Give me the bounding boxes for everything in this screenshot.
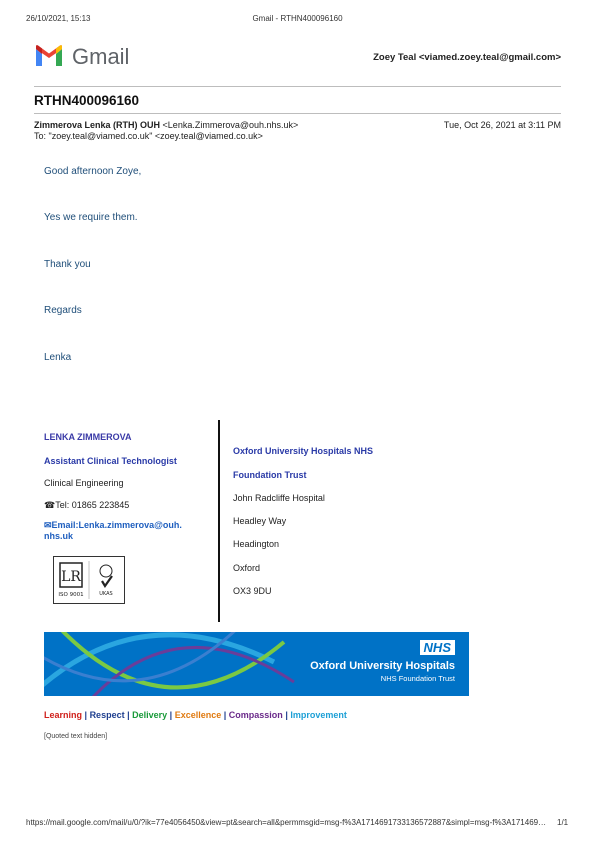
message-to: To: "zoey.teal@viamed.co.uk" <zoey.teal@viamed.co.uk>: [34, 131, 263, 141]
body-line: Regards: [44, 305, 82, 316]
cert-ukas-text: UKAS: [99, 591, 113, 597]
envelope-icon: ✉: [44, 520, 52, 530]
signature-divider: [218, 420, 220, 622]
print-page-number: 1/1: [557, 818, 569, 827]
address-line: Headley Way: [233, 516, 287, 526]
value-excellence: Excellence: [174, 710, 222, 720]
address-line: John Radcliffe Hospital: [233, 493, 325, 503]
header-divider: [34, 86, 561, 87]
svg-text:LR: LR: [61, 569, 81, 585]
thread-subject: RTHN400096160: [34, 93, 140, 108]
signature-name: LENKA ZIMMEROVA: [44, 432, 132, 442]
address-line: Oxford: [233, 563, 261, 573]
email-text-line1[interactable]: Email:Lenka.zimmerova@ouh.: [51, 520, 182, 530]
lr-iso-logo-icon: [54, 557, 124, 603]
signature-department: Clinical Engineering: [44, 478, 124, 488]
print-url: https://mail.google.com/mail/u/0/?ik=77e4056450&view=pt&search=all&permmsgid=msg-f%3A1714691733136572887&simpl=msg-f%3A171469…: [26, 818, 546, 827]
signature-email-cont[interactable]: nhs.uk: [44, 531, 74, 541]
message-from: [34, 120, 298, 130]
banner-title: Oxford University Hospitals: [310, 660, 455, 672]
sender-email[interactable]: <Lenka.Zimmerova@ouh.nhs.uk>: [162, 120, 299, 130]
print-title: Gmail - RTHN400096160: [252, 14, 343, 23]
certification-badge: [53, 556, 125, 604]
nhs-banner: [44, 632, 469, 696]
address-line: OX3 9DU: [233, 586, 272, 596]
signature-role: Assistant Clinical Technologist: [44, 456, 177, 466]
nhs-logo: NHS: [420, 640, 455, 655]
value-improvement: Improvement: [290, 710, 347, 720]
phone-text: Tel: 01865 223845: [55, 500, 130, 510]
gmail-logo-icon: [34, 44, 64, 68]
body-line: Good afternoon Zoye,: [44, 166, 142, 177]
gmail-wordmark: Gmail: [72, 44, 130, 69]
cert-iso-text: ISO 9001: [58, 592, 84, 598]
value-learning: Learning: [44, 710, 83, 720]
signature-email[interactable]: [44, 520, 182, 531]
body-line: Lenka: [44, 352, 72, 363]
print-datetime: 26/10/2021, 15:13: [26, 14, 91, 23]
banner-subtitle: NHS Foundation Trust: [380, 674, 455, 683]
message-date: Tue, Oct 26, 2021 at 3:11 PM: [443, 120, 561, 130]
account-label: Zoey Teal <viamed.zoey.teal@gmail.com>: [373, 52, 561, 63]
value-delivery: Delivery: [132, 710, 168, 720]
sender-name: Zimmerova Lenka (RTH) OUH: [34, 120, 161, 130]
value-compassion: Compassion: [228, 710, 283, 720]
value-respect: Respect: [89, 710, 125, 720]
org-name-line2: Foundation Trust: [233, 470, 307, 480]
body-line: Yes we require them.: [44, 212, 138, 223]
signature-phone: [44, 500, 129, 511]
quoted-text-toggle[interactable]: [Quoted text hidden]: [44, 733, 108, 740]
values-line: Learning | Respect | Delivery | Excellence | Compassion | Improvement: [44, 710, 347, 720]
body-line: Thank you: [44, 259, 91, 270]
address-line: Headington: [233, 539, 280, 549]
org-name-line1: Oxford University Hospitals NHS: [233, 446, 374, 456]
subject-divider: [34, 113, 561, 114]
phone-icon: ☎: [44, 500, 56, 510]
